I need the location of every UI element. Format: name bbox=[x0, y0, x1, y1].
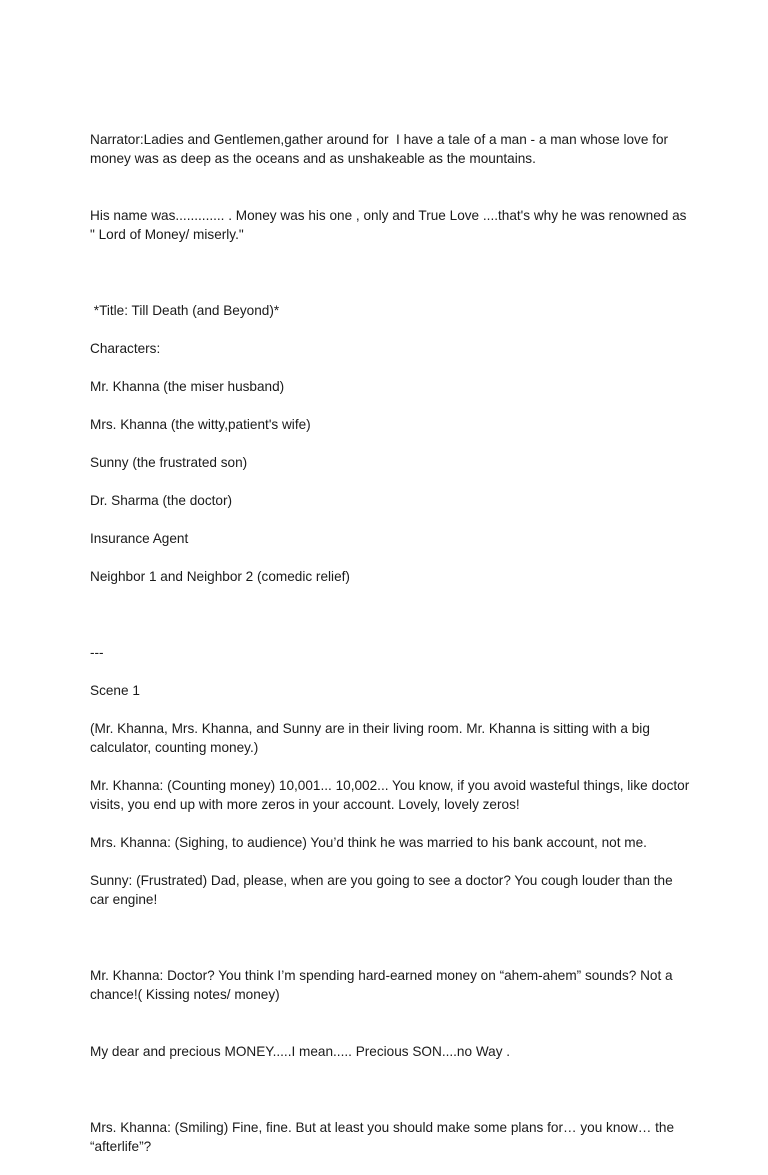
narrator-intro bbox=[90, 92, 690, 282]
stage-direction: (Mr. Khanna, Mrs. Khanna, and Sunny are in their living room. Mr. Khanna is sitting with a big calculator, counting money.) bbox=[90, 721, 654, 755]
dialogue-line: Mr. Khanna: (Counting money) 10,001... 10,002... You know, if you avoid wasteful things, like doctor visits, you end up with more zeros in your account. Lovely, lovely zeros! bbox=[90, 778, 694, 812]
dialogue-line: Mr. Khanna: Doctor? You think I’m spending hard-earned money on “ahem-ahem” sounds? Not a chance!( Kissing notes/ money) bbox=[90, 968, 677, 1002]
play-title: *Title: Till Death (and Beyond)* bbox=[90, 303, 280, 318]
dialogue-line: Sunny: (Frustrated) Dad, please, when are you going to see a doctor? You cough louder than the car engine! bbox=[90, 873, 677, 907]
character-item: Mrs. Khanna (the witty,patient's wife) bbox=[90, 417, 311, 432]
character-item: Sunny (the frustrated son) bbox=[90, 455, 248, 470]
character-item: Mr. Khanna (the miser husband) bbox=[90, 379, 285, 394]
scene-heading: Scene 1 bbox=[90, 683, 140, 698]
blank-space bbox=[90, 605, 690, 643]
narrator-intro-line-1: Narrator:Ladies and Gentlemen,gather around for I have a tale of a man - a man whose love for money was as deep as the oceans and as unshakeable as the mountains. bbox=[90, 132, 672, 166]
character-item: Dr. Sharma (the doctor) bbox=[90, 493, 233, 508]
dialogue-block bbox=[90, 928, 690, 1099]
dialogue-line: My dear and precious MONEY.....I mean..... Precious SON....no Way . bbox=[90, 1044, 511, 1059]
character-item: Neighbor 1 and Neighbor 2 (comedic relief) bbox=[90, 569, 350, 584]
narrator-intro-line-2: His name was............. . Money was his one , only and True Love ....that's why he was renowned as " Lord of Money/ miserly." bbox=[90, 208, 691, 242]
document-body bbox=[90, 92, 694, 1175]
dialogue-line: Mrs. Khanna: (Smiling) Fine, fine. But at least you should make some plans for… you know… the “afterlife”? bbox=[90, 1120, 678, 1154]
section-separator: --- bbox=[90, 645, 104, 660]
dialogue-line: Mrs. Khanna: (Sighing, to audience) You’d think he was married to his bank account, not me. bbox=[90, 835, 647, 850]
characters-heading: Characters: bbox=[90, 341, 161, 356]
character-item: Insurance Agent bbox=[90, 531, 189, 546]
